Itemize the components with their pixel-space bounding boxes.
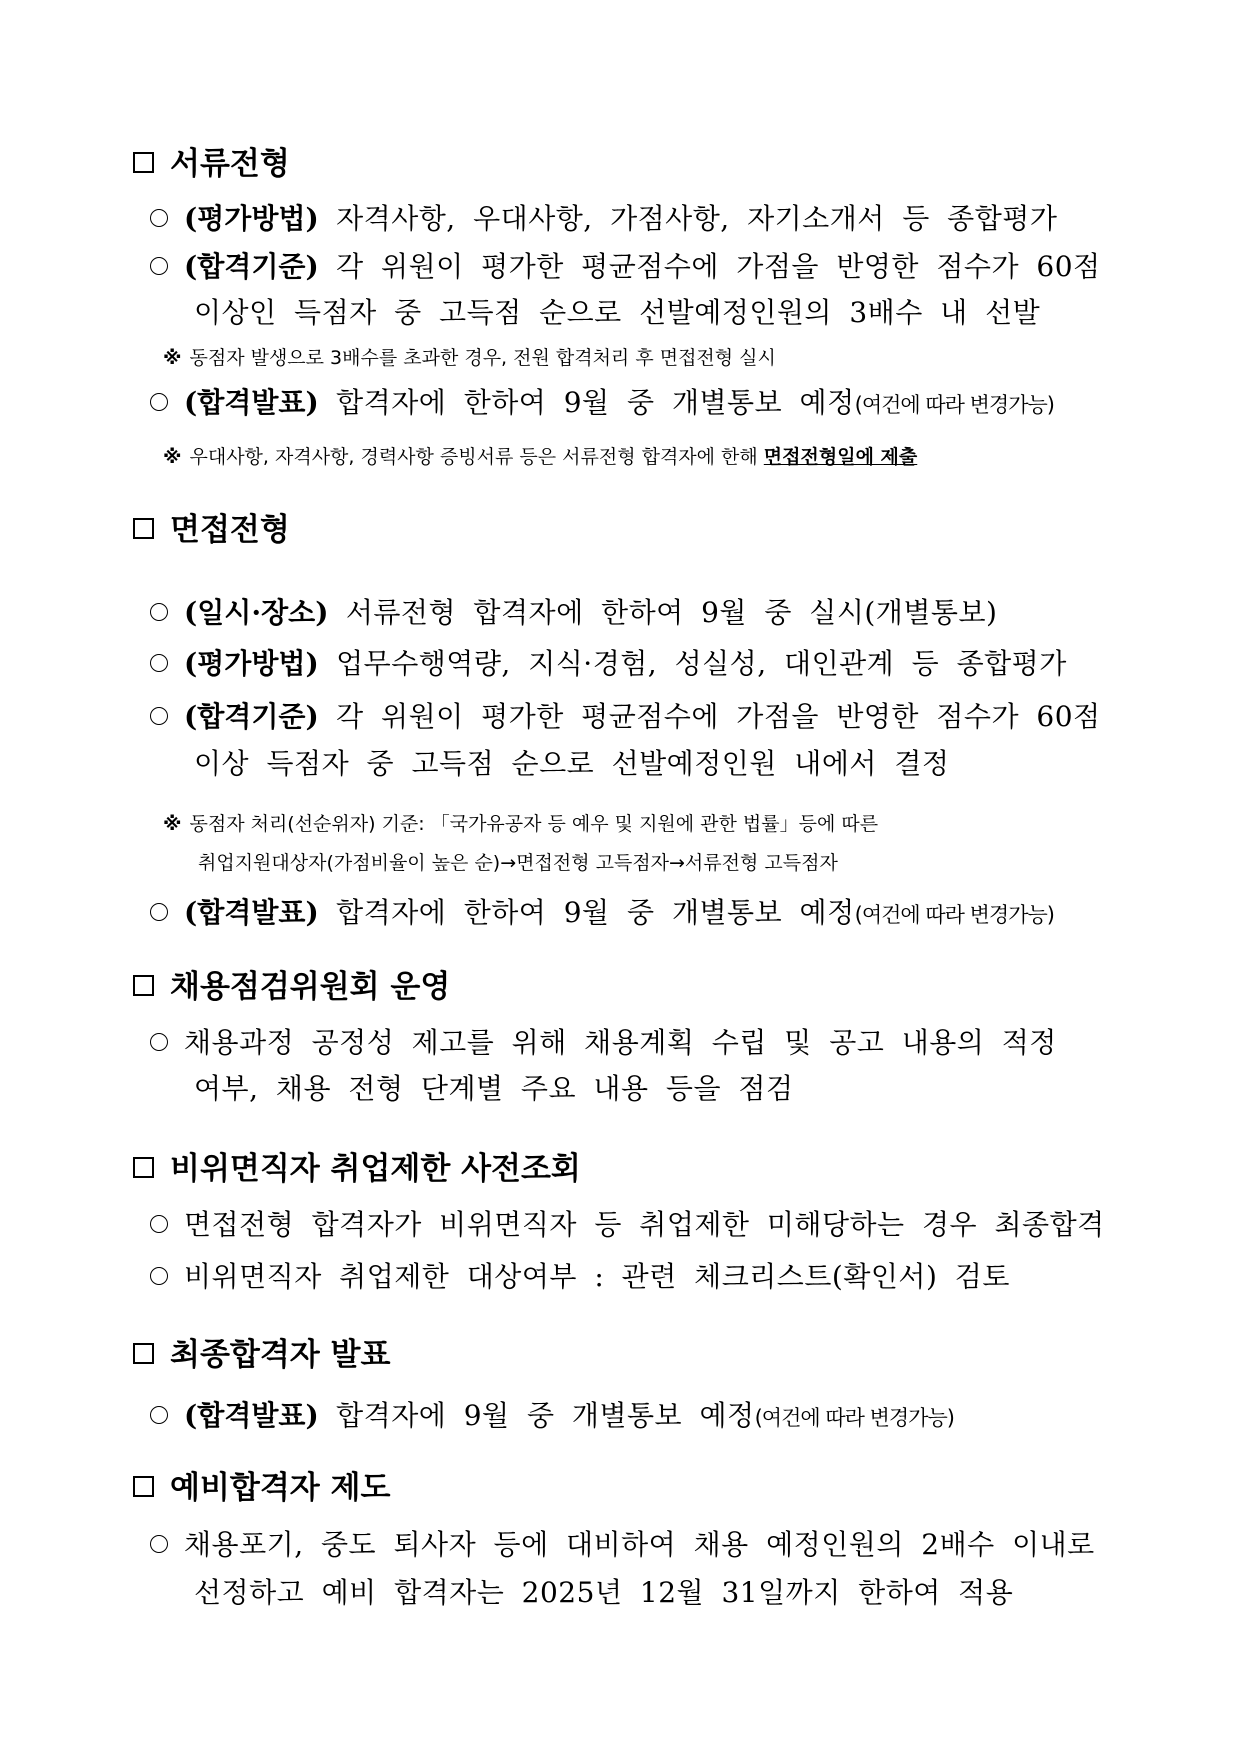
section-heading-recruitment-review-committee: 채용점검위원회 운영 [133, 967, 450, 1007]
section-heading-misconduct-check: 비위면직자 취업제한 사전조회 [133, 1149, 581, 1189]
section-heading-reserve-candidates: 예비합격자 제도 [133, 1468, 390, 1508]
list-item-continuation: 여부, 채용 전형 단계별 주요 내용 등을 점검 [194, 1072, 794, 1105]
circle-bullet-icon [150, 393, 168, 411]
circle-bullet-icon [150, 654, 168, 672]
list-item: (합격발표) 합격자에 9월 중 개별통보 예정(여건에 따라 변경가능) [150, 1393, 1150, 1441]
circle-bullet-icon [150, 1267, 168, 1285]
circle-bullet-icon [150, 1406, 168, 1424]
list-item: (평가방법) 자격사항, 우대사항, 가점사항, 자기소개서 등 종합평가 [150, 196, 1150, 242]
checkbox-square-icon [133, 975, 154, 996]
list-item: (합격발표) 합격자에 한하여 9월 중 개별통보 예정(여건에 따라 변경가능) [150, 380, 1150, 428]
list-item: (합격기준) 각 위원이 평가한 평균점수에 가점을 반영한 점수가 60점 [150, 694, 1150, 740]
circle-bullet-icon [150, 1033, 168, 1051]
list-item: (일시·장소) 서류전형 합격자에 한하여 9월 중 실시(개별통보) [150, 590, 1150, 636]
list-item-continuation: 이상 득점자 중 고득점 순으로 선발예정인원 내에서 결정 [194, 747, 950, 780]
list-item-continuation: 이상인 득점자 중 고득점 순으로 선발예정인원의 3배수 내 선발 [194, 296, 1041, 329]
circle-bullet-icon [150, 1535, 168, 1553]
list-item: 면접전형 합격자가 비위면직자 등 취업제한 미해당하는 경우 최종합격 [150, 1202, 1150, 1248]
circle-bullet-icon [150, 1215, 168, 1233]
list-item: (합격발표) 합격자에 한하여 9월 중 개별통보 예정(여건에 따라 변경가능) [150, 890, 1150, 938]
note: ※ 동점자 처리(선순위자) 기준: 「국가유공자 등 예우 및 지원에 관한 법률」등에 따른 [163, 813, 879, 835]
circle-bullet-icon [150, 603, 168, 621]
checkbox-square-icon [133, 1157, 154, 1178]
list-item-continuation: 선정하고 예비 합격자는 2025년 12월 31일까지 한하여 적용 [194, 1576, 1014, 1609]
reference-mark-icon: ※ [163, 813, 182, 835]
list-item: 채용과정 공정성 제고를 위해 채용계획 수립 및 공고 내용의 적정 [150, 1020, 1150, 1066]
list-item: 비위면직자 취업제한 대상여부 : 관련 체크리스트(확인서) 검토 [150, 1254, 1150, 1300]
reference-mark-icon: ※ [163, 347, 182, 369]
list-item: (평가방법) 업무수행역량, 지식·경험, 성실성, 대인관계 등 종합평가 [150, 641, 1150, 687]
reference-mark-icon: ※ [163, 446, 182, 468]
section-heading-interview: 면접전형 [133, 510, 290, 550]
checkbox-square-icon [133, 1476, 154, 1497]
circle-bullet-icon [150, 209, 168, 227]
circle-bullet-icon [150, 257, 168, 275]
note: ※ 동점자 발생으로 3배수를 초과한 경우, 전원 합격처리 후 면접전형 실시 [163, 347, 776, 369]
list-item: (합격기준) 각 위원이 평가한 평균점수에 가점을 반영한 점수가 60점 [150, 244, 1150, 290]
note-continuation: 취업지원대상자(가점비율이 높은 순)→면접전형 고득점자→서류전형 고득점자 [198, 852, 838, 874]
checkbox-square-icon [133, 152, 154, 173]
section-heading-final-announcement: 최종합격자 발표 [133, 1335, 390, 1375]
circle-bullet-icon [150, 903, 168, 921]
list-item: 채용포기, 중도 퇴사자 등에 대비하여 채용 예정인원의 2배수 이내로 [150, 1522, 1150, 1568]
circle-bullet-icon [150, 707, 168, 725]
note: ※ 우대사항, 자격사항, 경력사항 증빙서류 등은 서류전형 합격자에 한해 면접전형일에 제출 [163, 446, 918, 468]
section-heading-document-screening: 서류전형 [133, 144, 290, 184]
checkbox-square-icon [133, 518, 154, 539]
checkbox-square-icon [133, 1343, 154, 1364]
